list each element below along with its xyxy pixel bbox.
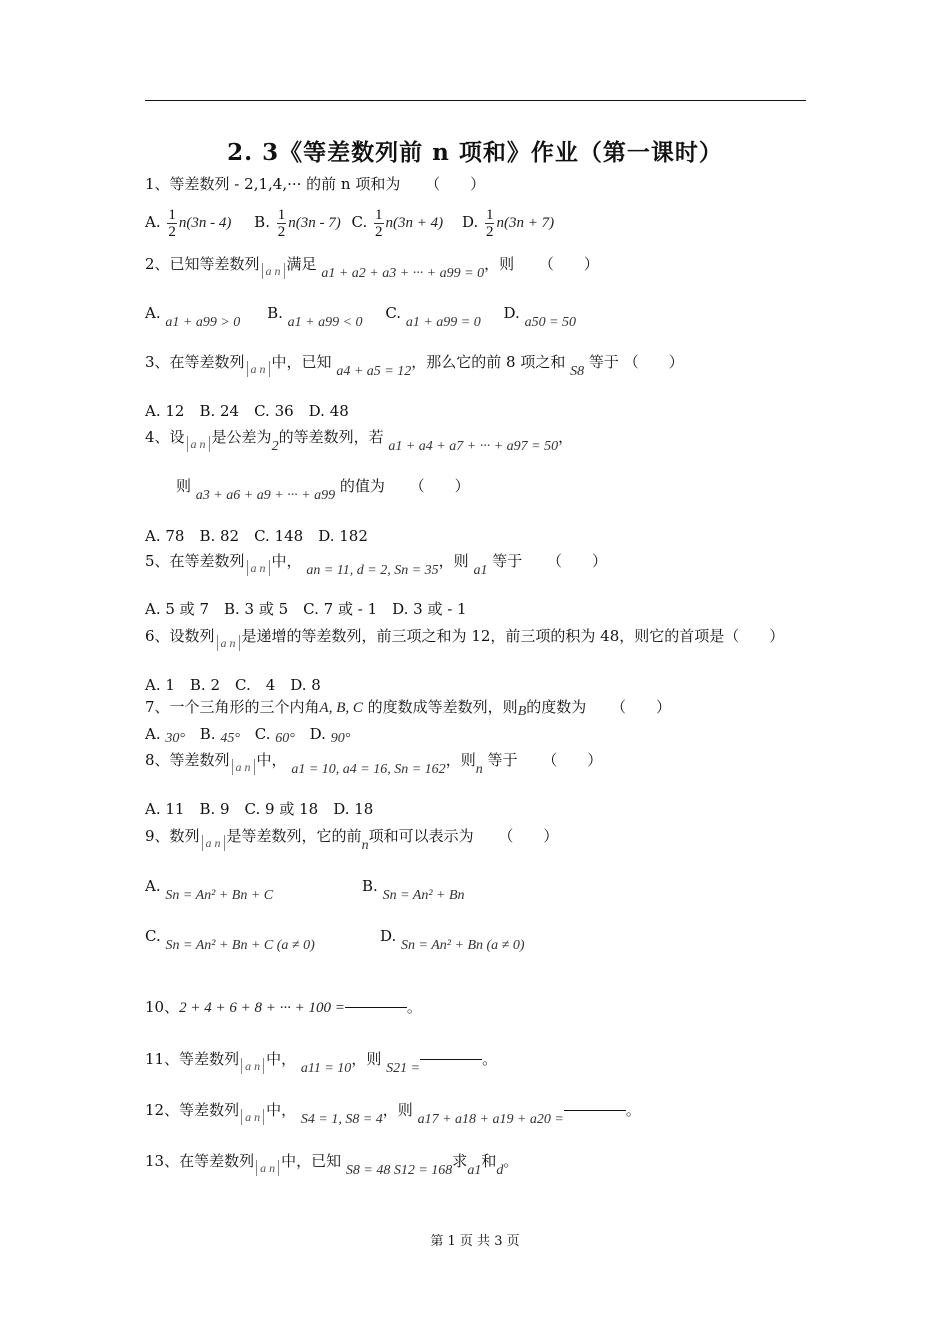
question-1	[145, 174, 485, 194]
question-3	[145, 352, 684, 379]
question-6	[145, 626, 785, 650]
q2-opt-a-label: A.	[145, 304, 161, 322]
q9-options-ab	[145, 876, 274, 903]
q2-opt-d: a50 = 50	[524, 315, 577, 330]
q2-stem: 2、已知等差数列	[145, 255, 260, 273]
q4-end: 的值为	[339, 477, 385, 495]
q2-tail: ，则	[484, 255, 515, 273]
q1-opt-c-frac: $\frac{1}{2}$	[375, 206, 383, 240]
q10-end: 。	[406, 998, 422, 1016]
q7-opt-d-label: D.	[309, 725, 326, 743]
q4-d: 2	[271, 439, 279, 454]
q5-math: an = 11, d = 2, Sn = 35	[306, 563, 439, 578]
q7-opt-a: 30°	[165, 731, 185, 746]
q4-math: a1 + a4 + a7 + ··· + a97 = 50	[388, 439, 559, 454]
q7-opt-c: 60°	[275, 731, 295, 746]
q8-paren: （ ）	[542, 751, 603, 769]
q5-a1: a1	[473, 563, 488, 578]
q1-opt-b: n(3n - 7)	[288, 215, 341, 231]
q2-opt-d-label: D.	[503, 304, 520, 322]
q9-seq: a n	[202, 835, 225, 851]
q9-mid: 是等差数列，它的前	[226, 827, 362, 845]
q7-math: A, B, C	[319, 700, 363, 716]
q10-stem: 10、	[145, 998, 180, 1016]
q1-opt-d-frac: $\frac{1}{2}$	[485, 206, 494, 240]
q12-stem: 12、等差数列	[145, 1101, 240, 1119]
q13-and: 和	[481, 1152, 497, 1170]
q4-mid: 是公差为	[211, 428, 272, 446]
q7-opt-b-label: B.	[199, 725, 216, 743]
q2-seq: a n	[262, 263, 285, 279]
q1-opt-a-frac: $\frac{1}{2}$	[168, 206, 176, 240]
q11-math: a11 = 10	[300, 1061, 352, 1076]
question-2	[145, 254, 599, 281]
q4-seq: a n	[187, 436, 210, 452]
q1-opt-c-label: C.	[351, 213, 368, 231]
q1-paren: （ ）	[425, 175, 486, 193]
q12-blank[interactable]	[564, 1109, 626, 1111]
q13-mid: 中，已知	[281, 1152, 342, 1170]
q1-opt-d-label: D.	[461, 213, 479, 231]
q7-opt-b: 45°	[220, 731, 240, 746]
q12-math2: a17 + a18 + a19 + a20 =	[417, 1112, 564, 1127]
q11-seq: a n	[241, 1058, 264, 1074]
q3-paren: （ ）	[623, 353, 684, 371]
q12-mid: 中，	[266, 1101, 297, 1119]
q9-option-b	[362, 876, 465, 903]
q4-paren: （ ）	[409, 477, 470, 495]
q9-option-d	[380, 926, 525, 953]
q8-seq: a n	[232, 759, 255, 775]
q8-stem: 8、等差数列	[145, 751, 230, 769]
q9-opt-b: Sn = An² + Bn	[382, 888, 465, 903]
q5-mid: 中，	[271, 552, 302, 570]
q6-tail: 是递增的等差数列，前三项之和为 12，前三项的积为 48，则它的首项是（ ）	[241, 627, 785, 645]
q4-stem: 4、设	[145, 428, 185, 446]
q7-opt-d: 90°	[330, 731, 351, 746]
q2-options	[145, 303, 577, 330]
question-8	[145, 750, 603, 777]
q1-stem: 1、等差数列 - 2,1,4,··· 的前 n 项和为	[145, 175, 401, 193]
q3-stem: 3、在等差数列	[145, 353, 245, 371]
q2-opt-a: a1 + a99 > 0	[165, 315, 241, 330]
header-rule	[145, 100, 806, 101]
q10-math: 2 + 4 + 6 + 8 + ··· + 100 =	[179, 1000, 345, 1016]
q4-math2: a3 + a6 + a9 + ··· + a99	[195, 488, 336, 503]
q13-d: d	[496, 1163, 504, 1178]
q5-seq: a n	[247, 560, 270, 576]
q13-tail: 求	[452, 1152, 468, 1170]
q12-math: S4 = 1, S8 = 4	[300, 1112, 383, 1127]
q13-seq: a n	[256, 1160, 279, 1176]
q1-opt-b-label: B.	[254, 213, 270, 231]
q11-mid: 中，	[266, 1050, 297, 1068]
question-4	[145, 427, 574, 454]
q2-opt-b-label: B.	[267, 304, 283, 322]
q2-opt-b: a1 + a99 < 0	[287, 315, 363, 330]
q3-seq: a n	[247, 361, 270, 377]
question-13	[145, 1151, 519, 1178]
q9-paren: （ ）	[498, 827, 559, 845]
q7-opt-a-label: A.	[145, 725, 161, 743]
q3-tail: ，那么它的前 8 项之和	[411, 353, 566, 371]
q6-options: A. 1 B. 2 C. 4 D. 8	[145, 676, 321, 694]
q1-opt-b-frac: $\frac{1}{2}$	[277, 206, 286, 240]
q6-seq: a n	[217, 635, 240, 651]
q2-paren: （ ）	[538, 255, 599, 273]
q8-options: A. 11 B. 9 C. 9 或 18 D. 18	[145, 800, 374, 818]
q9-opt-d-label: D.	[380, 927, 397, 945]
q1-opt-a-label: A.	[145, 213, 161, 231]
q9-tail: 项和可以表示为	[368, 827, 474, 845]
question-9	[145, 826, 559, 853]
question-10	[145, 997, 422, 1018]
q1-options	[145, 205, 554, 240]
q2-math: a1 + a2 + a3 + ··· + a99 = 0	[321, 266, 485, 281]
q12-tail: ，则	[382, 1101, 413, 1119]
question-7	[145, 697, 671, 719]
q10-blank[interactable]	[345, 1006, 407, 1008]
q9-opt-d: Sn = An² + Bn (a ≠ 0)	[401, 938, 525, 953]
q7-tail: 的度数为	[526, 698, 587, 716]
q6-stem: 6、设数列	[145, 627, 215, 645]
q9-option-c	[145, 926, 315, 953]
q8-math: a1 = 10, a4 = 16, Sn = 162	[291, 762, 446, 777]
q9-n: n	[361, 838, 369, 853]
q9-opt-b-label: B.	[362, 877, 378, 895]
q2-mid: 满足	[286, 255, 317, 273]
q5-end: 等于	[492, 552, 523, 570]
q12-seq: a n	[241, 1109, 264, 1125]
question-11	[145, 1049, 498, 1076]
question-12	[145, 1100, 641, 1127]
q13-end: 。	[503, 1152, 519, 1170]
page-footer: 第 1 页 共 3 页	[430, 1234, 520, 1249]
question-4-cont	[176, 476, 470, 503]
q2-opt-c: a1 + a99 = 0	[405, 315, 481, 330]
q11-end: 。	[482, 1050, 498, 1068]
q4-options: A. 78 B. 82 C. 148 D. 182	[145, 527, 368, 545]
q3-s8: S8	[570, 364, 585, 379]
q4-then: 则	[176, 477, 192, 495]
q1-opt-a: n(3n - 4)	[178, 215, 232, 231]
q5-options: A. 5 或 7 B. 3 或 5 C. 7 或 - 1 D. 3 或 - 1	[145, 600, 467, 618]
page-title: 2. 3《等差数列前 n 项和》作业（第一课时）	[227, 139, 723, 166]
q5-paren: （ ）	[547, 552, 608, 570]
q8-end: 等于	[487, 751, 518, 769]
q7-opt-c-label: C.	[254, 725, 271, 743]
q9-opt-c-label: C.	[145, 927, 161, 945]
q11-blank[interactable]	[420, 1058, 482, 1060]
q2-opt-c-label: C.	[385, 304, 402, 322]
q3-end: 等于	[588, 353, 619, 371]
q8-tail: ，则	[445, 751, 476, 769]
q5-stem: 5、在等差数列	[145, 552, 245, 570]
q4-mid2: 的等差数列，若	[278, 428, 384, 446]
q5-tail: ，则	[438, 552, 469, 570]
q9-opt-c: Sn = An² + Bn + C (a ≠ 0)	[165, 938, 315, 953]
q11-tail: ，则	[351, 1050, 382, 1068]
q7-paren: （ ）	[611, 698, 672, 716]
q7-options	[145, 724, 350, 746]
q13-stem: 13、在等差数列	[145, 1152, 255, 1170]
q13-math: S8 = 48 S12 = 168	[345, 1163, 453, 1178]
q4-tail: ，	[558, 428, 574, 446]
q7-b: B	[517, 704, 527, 719]
q11-stem: 11、等差数列	[145, 1050, 240, 1068]
q9-stem: 9、数列	[145, 827, 200, 845]
q3-mid: 中，已知	[271, 353, 332, 371]
q7-mid: 的度数成等差数列，则	[367, 698, 518, 716]
q12-end: 。	[625, 1101, 641, 1119]
q13-a1: a1	[467, 1163, 482, 1178]
q11-math2: S21 =	[386, 1061, 421, 1076]
q1-opt-d: n(3n + 7)	[496, 215, 555, 231]
q8-n: n	[475, 762, 483, 777]
q9-opt-a-label: A.	[145, 877, 161, 895]
question-5	[145, 551, 608, 578]
q3-options: A. 12 B. 24 C. 36 D. 48	[145, 402, 349, 420]
q7-stem: 7、一个三角形的三个内角	[145, 698, 320, 716]
q3-math: a4 + a5 = 12	[336, 364, 412, 379]
q9-opt-a: Sn = An² + Bn + C	[165, 888, 274, 903]
q8-mid: 中，	[256, 751, 287, 769]
q1-opt-c: n(3n + 4)	[385, 215, 444, 231]
